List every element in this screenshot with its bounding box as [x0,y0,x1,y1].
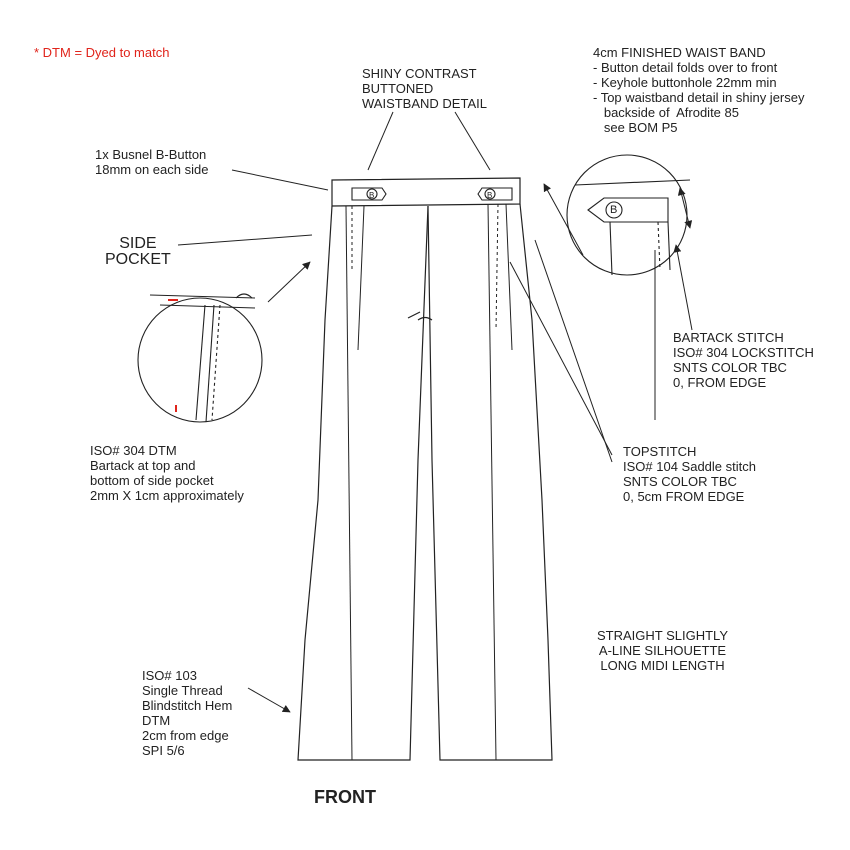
callout-line: Blindstitch Hem [142,698,233,713]
callout-finished-waistband [593,45,805,135]
callout-line: WAISTBAND DETAIL [362,96,487,111]
callout-pocket-bartack [90,443,244,503]
callout-line: POCKET [105,251,171,268]
callout-line: ISO# 104 Saddle stitch [623,459,756,474]
callout-line: LONG MIDI LENGTH [600,658,725,673]
view-label: FRONT [314,787,376,807]
callout-hem [142,668,232,758]
callout-line: bottom of side pocket [90,473,214,488]
waistband-detail-circle [567,155,690,275]
pocket-detail-circle [138,294,262,422]
callout-line: SPI 5/6 [142,743,185,758]
callout-line: 0, FROM EDGE [673,375,767,390]
callout-line: BARTACK STITCH [673,330,784,345]
callout-line: DTM [142,713,171,728]
dtm-legend: * DTM = Dyed to match [34,45,170,60]
callout-line: SNTS COLOR TBC [623,474,737,489]
callout-line: - Keyhole buttonhole 22mm min [593,75,777,90]
button-letter-right: B [487,191,493,200]
callout-line: Bartack at top and [90,458,196,473]
callout-line: backside of Afrodite 85 [593,105,739,120]
callout-line: ISO# 103 [142,668,197,683]
trouser-outline [298,178,552,760]
button-letter-left: B [369,191,375,200]
callout-line: 0, 5cm FROM EDGE [623,489,745,504]
callout-line: STRAIGHT SLIGHTLY [597,628,728,643]
callout-line: BUTTONED [362,81,434,96]
callout-line: - Button detail folds over to front [593,60,778,75]
button-letter-detail: B [610,204,618,216]
callout-line: ISO# 304 DTM [90,443,177,458]
callout-line: ISO# 304 LOCKSTITCH [673,345,814,360]
callout-line: SNTS COLOR TBC [673,360,787,375]
callout-line: 1x Busnel B-Button [95,147,207,162]
callout-line: 2cm from edge [142,728,229,743]
callout-silhouette [597,628,728,673]
callout-waistband-detail [362,66,487,111]
callout-bartack-stitch [673,330,814,390]
callout-line: - Top waistband detail in shiny jersey [593,90,805,105]
callout-line: A-LINE SILHOUETTE [598,643,727,658]
callout-line: Single Thread [142,683,223,698]
callout-line: 4cm FINISHED WAIST BAND [593,45,766,60]
callout-line: 18mm on each side [95,162,209,177]
callout-side-pocket [105,236,171,268]
callout-line: see BOM P5 [593,120,678,135]
callout-line: TOPSTITCH [623,444,697,459]
callout-topstitch [623,444,756,504]
callout-line: SIDE [119,235,157,252]
callout-line: 2mm X 1cm approximately [90,488,244,503]
callout-button [95,147,208,177]
callout-line: SHINY CONTRAST [362,66,477,81]
